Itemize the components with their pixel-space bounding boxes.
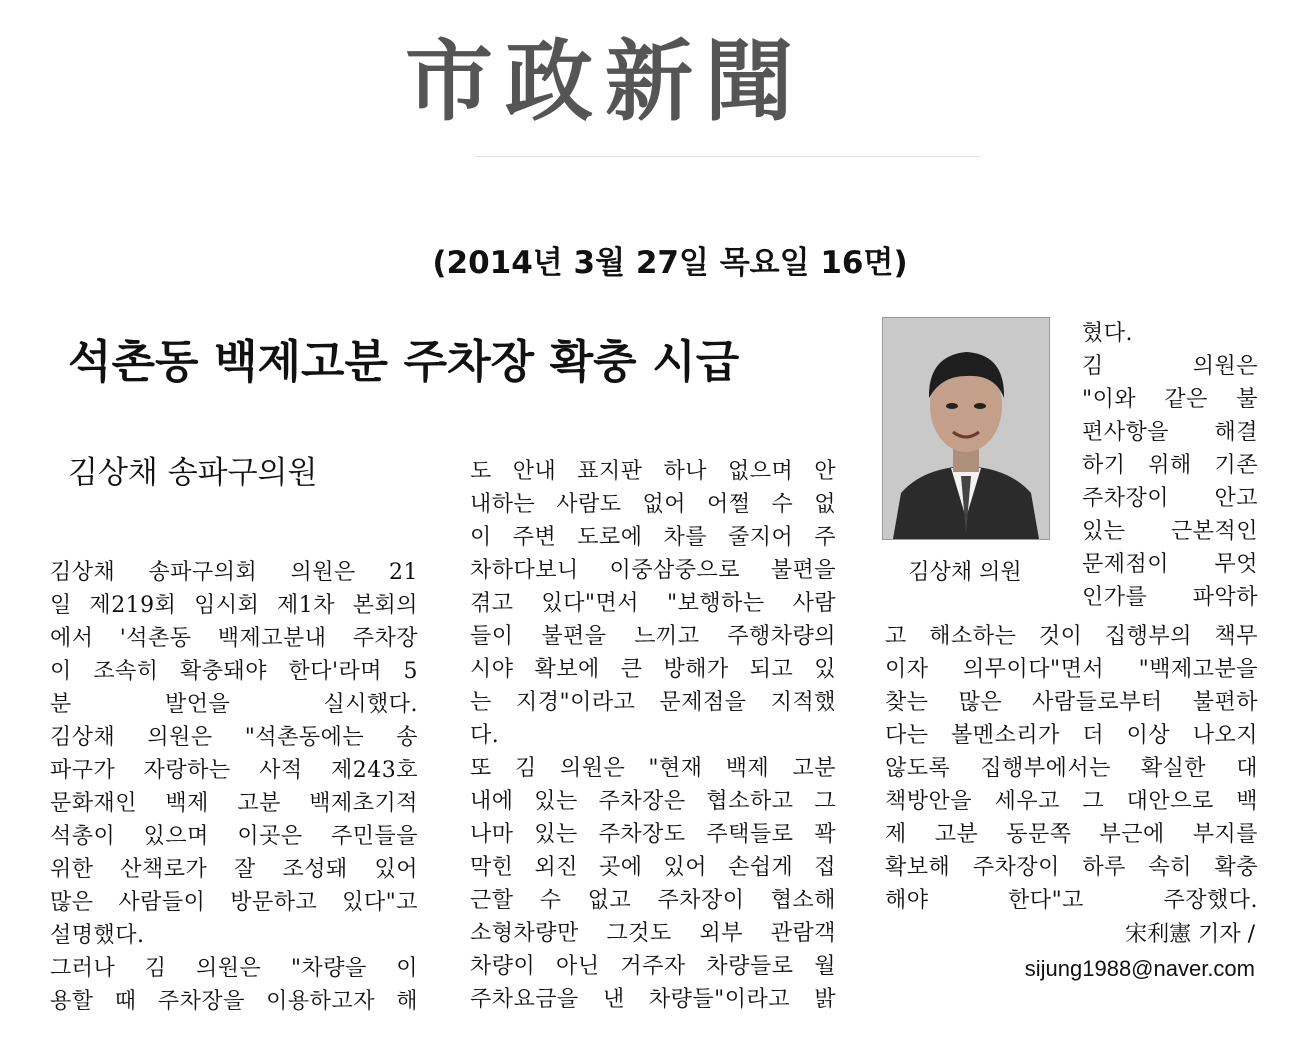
text-line: 분 발언을 실시했다. xyxy=(50,692,418,717)
text-line: 다. xyxy=(470,723,500,748)
text-line: 인가를 파악하 xyxy=(1082,585,1258,610)
text-line: 문화재인 백제 고분 백제초기적 xyxy=(50,791,418,816)
text-line: 도 안내 표지판 하나 없으며 안 xyxy=(470,459,836,484)
column-1 xyxy=(50,556,418,1018)
text-line: 않도록 집행부에서는 확실한 대 xyxy=(885,756,1258,781)
text-line: 내하는 사람도 없어 어쩔 수 없 xyxy=(470,492,836,517)
text-line: 이 조속히 확충돼야 한다'라며 5 xyxy=(50,659,418,684)
text-line: 시야 확보에 큰 방해가 되고 있 xyxy=(470,657,836,682)
text-line: 차량이 아닌 거주자 차량들로 월 xyxy=(470,954,836,979)
portrait-photo xyxy=(882,317,1050,540)
text-line: 김상채 송파구의회 의원은 21 xyxy=(50,560,418,585)
column-3-top xyxy=(1082,317,1258,614)
text-line: 막힌 외진 곳에 있어 손쉽게 접 xyxy=(470,855,836,880)
text-line: 내에 있는 주차장은 협소하고 그 xyxy=(470,789,836,814)
reporter-email: sijung1988@naver.com xyxy=(1024,956,1255,981)
text-line: 이자 의무이다"면서 "백제고분을 xyxy=(885,657,1258,682)
text-line: 제 고분 동문쪽 부근에 부지를 xyxy=(885,822,1258,847)
text-line: 일 제219회 임시회 제1차 본회의 xyxy=(50,593,418,618)
portrait-illustration xyxy=(883,318,1049,539)
text-line: 주차장이 안고 xyxy=(1082,486,1258,511)
masthead-divider xyxy=(475,156,980,157)
column-3-bottom xyxy=(885,620,1258,917)
text-line: 위한 산책로가 잘 조성돼 있어 xyxy=(50,857,418,882)
text-line: 용할 때 주차장을 이용하고자 해 xyxy=(50,989,418,1014)
reporter-byline: 宋利憲 기자 / xyxy=(1125,922,1255,947)
text-line: 편사항을 해결 xyxy=(1082,420,1258,445)
text-line: 찾는 많은 사람들로부터 불편하 xyxy=(885,690,1258,715)
text-line: 나마 있는 주차장도 주택들로 꽉 xyxy=(470,822,836,847)
article-subhead: 김상채 송파구의원 xyxy=(68,455,318,491)
text-line: 파구가 자랑하는 사적 제243호 xyxy=(50,758,418,783)
dateline: (2014년 3월 27일 목요일 16면) xyxy=(432,245,908,281)
text-line: 설명했다. xyxy=(50,923,145,948)
text-line: 책방안을 세우고 그 대안으로 백 xyxy=(885,789,1258,814)
text-line: 혔다. xyxy=(1082,321,1133,346)
text-line: 많은 사람들이 방문하고 있다"고 xyxy=(50,890,418,915)
text-line: 소형차량만 그것도 외부 관람객 xyxy=(470,921,836,946)
text-line: 다는 볼멘소리가 더 이상 나오지 xyxy=(885,723,1258,748)
column-2 xyxy=(470,455,836,1016)
article-headline: 석촌동 백제고분 주차장 확충 시급 xyxy=(68,335,740,388)
text-line: 김상채 의원은 "석촌동에는 송 xyxy=(50,725,418,750)
masthead-title: 市政新聞 xyxy=(405,29,806,133)
text-line: 주차요금을 낸 차량들"이라고 밝 xyxy=(470,987,836,1012)
text-line: 는 지경"이라고 문제점을 지적했 xyxy=(470,690,836,715)
text-line: 김 의원은 xyxy=(1082,354,1258,379)
text-line: "이와 같은 불 xyxy=(1082,387,1258,412)
text-line: 들이 불편을 느끼고 주행차량의 xyxy=(470,624,836,649)
text-line: 이 주변 도로에 차를 줄지어 주 xyxy=(470,525,836,550)
text-line: 근할 수 없고 주차장이 협소해 xyxy=(470,888,836,913)
text-line: 확보해 주차장이 하루 속히 확충 xyxy=(885,855,1258,880)
text-line: 차하다보니 이중삼중으로 불편을 xyxy=(470,558,836,583)
text-line: 석총이 있으며 이곳은 주민들을 xyxy=(50,824,418,849)
text-line: 문제점이 무엇 xyxy=(1082,552,1258,577)
text-line: 고 해소하는 것이 집행부의 책무 xyxy=(885,624,1258,649)
text-line: 겪고 있다"면서 "보행하는 사람 xyxy=(470,591,836,616)
text-line: 또 김 의원은 "현재 백제 고분 xyxy=(470,756,836,781)
text-line: 그러나 김 의원은 "차량을 이 xyxy=(50,956,418,981)
text-line: 있는 근본적인 xyxy=(1082,519,1258,544)
text-line: 해야 한다"고 주장했다. xyxy=(885,888,1258,913)
photo-caption: 김상채 의원 xyxy=(908,560,1022,585)
text-line: 에서 '석촌동 백제고분내 주차장 xyxy=(50,626,418,651)
text-line: 하기 위해 기존 xyxy=(1082,453,1258,478)
